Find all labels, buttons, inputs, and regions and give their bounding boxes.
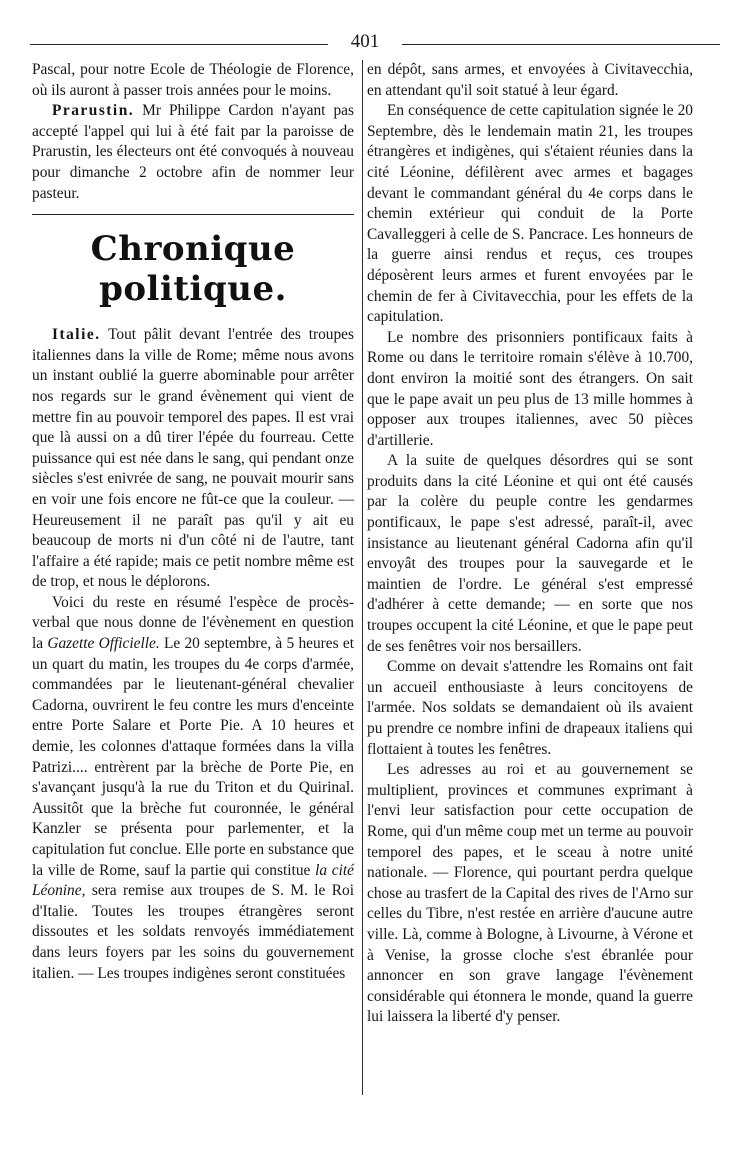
capitulation-paragraph: En conséquence de cette capitulation signée le 20 Septembre, dès le lendemain matin 21, les troupes étrangères et indigènes, qui s'étaient réunies dans la cité Léonine, défilèrent avec armes et bagages devant le commandant général du 4e corps dans le chemin extérieur qui conduit de la Porte Cavalleggeri à celle de S. Pancrace. Les honneurs de la guerre ainsi rendus et reçus, ces troupes déposèrent leurs armes et furent envoyées par le chemin de fer à Civitavecchia, pour les effets de la capitulation.: [367, 102, 693, 326]
italie-text: Tout pâlit devant l'entrée des troupes italiennes dans la ville de Rome; même nous avons un instant oublié la guerre abominable pour arrêter nos regards sur le grand évènement qui vient de mettre fin au pouvoir temporel des papes. Il est vrai que là aussi on a dû tirer l'épée du fourreau. Cette puissance qui est née dans le sang, qui pendant onze siècles s'est enivrée de sang, ne pouvait mourir sans en voir une fois encore ne fût-ce que la couleur. — Heureusement il ne paraît pas qu'il y ait eu beaucoup de morts ni d'un côté ni de l'autre, tant l'affaire a été rapide; mais ce petit nombre même est de trop, et nous le déplorons.: [32, 326, 354, 591]
section-rule: [32, 214, 354, 215]
voici-paragraph: [32, 593, 354, 984]
section-title: Chronique politique.: [90, 229, 296, 310]
voici-text-a: Voici du reste en résumé l'espèce de procès-verbal que nous donne de l'évènement en question la: [32, 593, 354, 653]
right-column: [367, 60, 693, 1028]
header-rule-left: [30, 44, 328, 45]
italie-paragraph: [32, 325, 354, 593]
page-header: [30, 30, 720, 54]
prisoners-paragraph: Le nombre des prisonniers pontificaux faits à Rome ou dans le territoire romain s'élève à 10.700, dont environ la moitié sont des étrangers. On sait que le pape avait un peu plus de 13 mille hommes à opposer aux troupes italiennes, avec 50 pièces d'artillerie.: [367, 328, 693, 449]
prarustin-lead: Prarustin.: [52, 102, 135, 120]
voici-text-b: Le 20 septembre, à 5 heures et un quart du matin, les troupes du 4e corps d'armée, commandées par le lieutenant-général chevalier Cadorna, ouvrirent le feu contre les murs d'enceinte entre Porte Salare et Porte Pie. A 10 heures et demie, les colonnes d'attaque formées dans la villa Patrizi.... entrèrent par la brèche de Porte Pie, en s'avançant jusqu'à la rue du Triton et du Quirinal. Aussitôt que la brèche fut couronnée, le général Kanzler se présenta pour parlementer, et la capitulation fut conclue. Elle porte en substance que la ville de Rome, sauf la partie qui constitue: [32, 635, 354, 879]
disorders-paragraph: A la suite de quelques désordres qui se sont produits dans la cité Léonine et qui ont été causés par la colère du peuple contre les gendarmes pontificaux, le pape s'est adressé, paraît-il, avec insistance au lieutenant général Cadorna afin qu'il envoyât des troupes pour la sauvegarde et le maintien de l'ordre. Le général s'est empressé d'adhérer à cette demande; — en sorte que nos troupes occupent la cité Léonine, et que le pape peut de ses fenêtres voir nos bersaillers.: [367, 452, 693, 655]
romans-paragraph: Comme on devait s'attendre les Romains ont fait un accueil enthousiaste à leurs concitoyens de l'armée. Nos soldats se demandaient où ils avaient pu prendre ce nombre infini de drapeaux italiens qui flottaient à toutes les fenêtres.: [367, 658, 693, 758]
prarustin-text: Mr Philippe Cardon n'ayant pas accepté l'appel qui lui à été fait par la paroisse de Prarustin, les électeurs ont été convoqués à nouveau pour dimanche 2 octobre afin de nommer leur pasteur.: [32, 102, 354, 202]
cite-leonine: la cité Léonine,: [32, 861, 354, 900]
addresses-paragraph: Les adresses au roi et au gouvernement se multiplient, provinces et communes exprimant à l'envi leur satisfaction pour cette occupation de Rome, qui d'un même coup met un terme au pouvoir temporel des papes, et le sceau à notre unité nationale. — Florence, qui pourtant perdra quelque chose au trasfert de la Capital des rives de l'Arno sur celles du Tibre, n'est restée en arrière d'aucune autre ville. Là, comme à Bologne, à Livourne, à Vérone et à Venise, la grosse cloche s'est ébranlée pour annoncer en son grave langage l'évènement considérable qui étonnera le monde, quand la guerre lui laissera la liberté d'y penser.: [367, 761, 693, 1026]
prarustin-paragraph: [32, 101, 354, 204]
column-divider: [362, 60, 363, 1095]
pascal-paragraph: Pascal, pour notre Ecole de Théologie de Florence, où ils auront à passer trois années pour le moins.: [32, 61, 354, 99]
voici-text-c: sera remise aux troupes de S. M. le Roi d'Italie. Toutes les troupes étrangères seront dissoutes et les soldats renvoyés immédiatement dans leurs foyers par les soins du gouvernement italien. — Les troupes indigènes seront constituées: [32, 882, 354, 982]
gazette-title: Gazette Officielle.: [47, 635, 160, 653]
page-number: 401: [350, 31, 380, 52]
left-column: [32, 60, 354, 984]
header-rule-right: [402, 44, 720, 45]
continuation-paragraph: en dépôt, sans armes, et envoyées à Civitavecchia, en attendant qu'il soit statué à leur égard.: [367, 61, 693, 99]
italie-lead: Italie.: [52, 326, 101, 344]
